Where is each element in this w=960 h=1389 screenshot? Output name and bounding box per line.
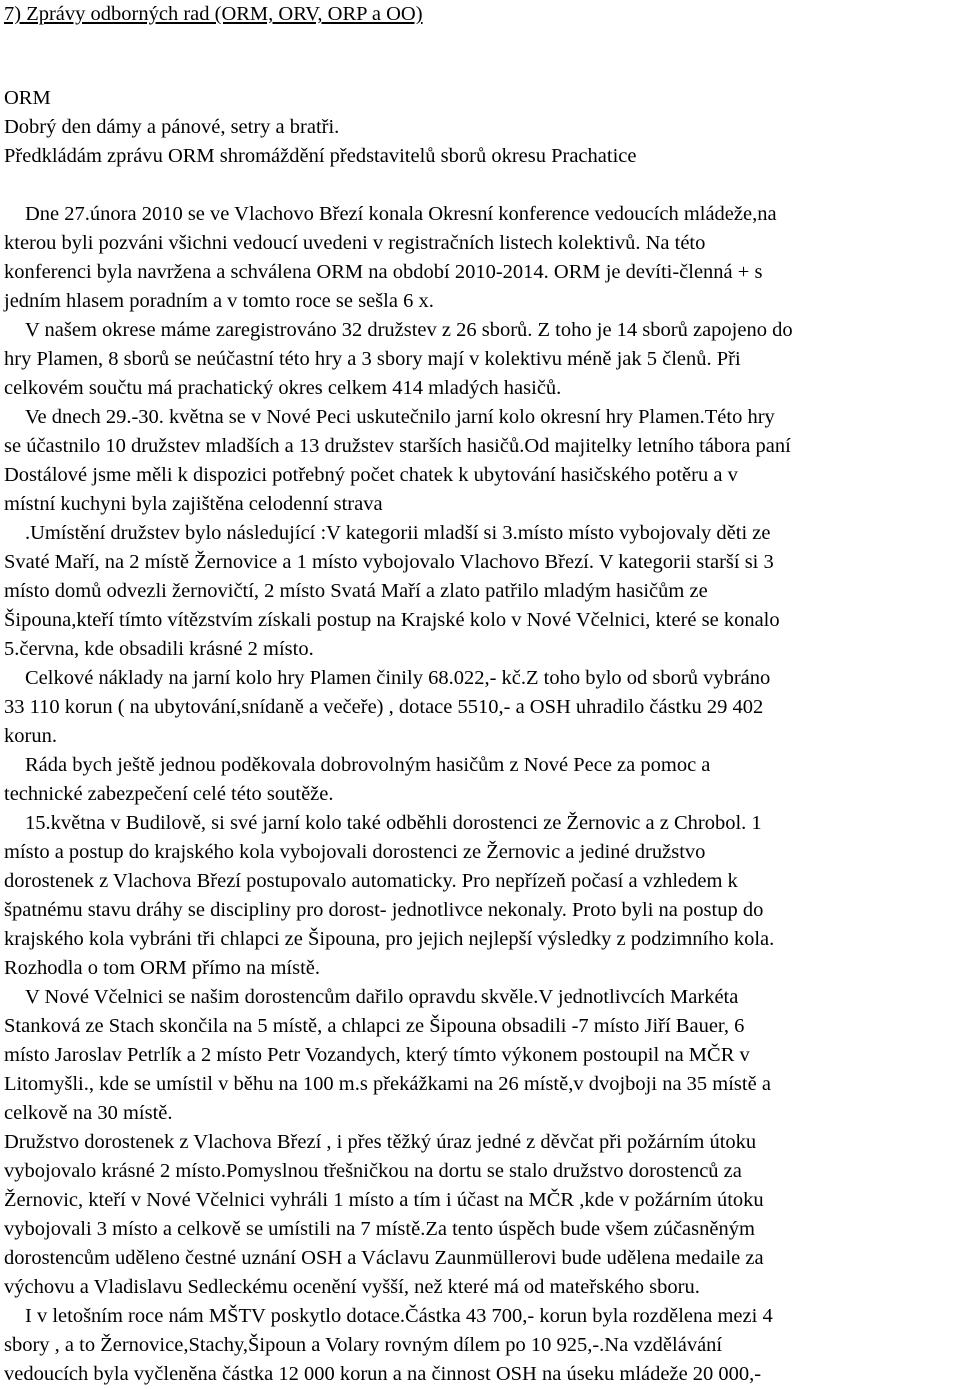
paragraph-line: .Umístění družstev bylo následující :V kategorii mladší si 3.místo místo vybojovaly děti ze	[25, 522, 771, 544]
paragraph-line: místo a postup do krajského kola vybojovali dorostenci ze Žernovic a jediné družstvo	[4, 841, 706, 863]
intro-line: Předkládám zprávu ORM shromáždění představitelů sborů okresu Prachatice	[4, 145, 637, 167]
paragraph-line: Šipouna,kteří tímto vítězstvím získali postup na Krajské kolo v Nové Včelnici, které se konalo	[4, 609, 780, 631]
paragraph-line: Žernovic, kteří v Nové Včelnici vyhráli 1 místo a tím i účast na MČR ,kde v požárním útoku	[4, 1189, 764, 1211]
paragraph-line: I v letošním roce nám MŠTV poskytlo dotace.Částka 43 700,- korun byla rozdělena mezi 4	[25, 1305, 773, 1327]
paragraph-line: vybojovali 3 místo a celkově se umístili na 7 místě.Za tento úspěch bude všem zúčasněným	[4, 1218, 755, 1240]
spacer	[4, 27, 960, 84]
paragraph-line: celkovém součtu má prachatický okres celkem 414 mladých hasičů.	[4, 377, 562, 399]
paragraph-line: Svaté Maří, na 2 místě Žernovice a 1 místo vybojovalo Vlachovo Březí. V kategorii starší si 3	[4, 551, 774, 573]
paragraph-line: se účastnilo 10 družstev mladších a 13 družstev starších hasičů.Od majitelky letního tábora paní	[4, 435, 791, 457]
section-title: ORM	[4, 87, 51, 109]
paragraph-line: kterou byli pozváni všichni vedoucí uvedeni v registračních listech kolektivů. Na této	[4, 232, 706, 254]
report-paragraph	[4, 983, 960, 1128]
paragraph-line: hry Plamen, 8 sborů se neúčastní této hry a 3 sbory mají v kolektivu méně jak 5 členů. Při	[4, 348, 741, 370]
paragraph-line: Litomyšli., kde se umístil v běhu na 100 m.s překážkami na 26 místě,v dvojboji na 35 místě a	[4, 1073, 771, 1095]
paragraph-line: Dne 27.února 2010 se ve Vlachovo Březí konala Okresní konference vedoucích mládeže,na	[25, 203, 777, 225]
paragraph-line: 33 110 korun ( na ubytování,snídaně a večeře) , dotace 5510,- a OSH uhradilo částku 29 402	[4, 696, 764, 718]
report-paragraph	[4, 200, 960, 316]
intro-block	[4, 113, 960, 171]
paragraph-line: V našem okrese máme zaregistrováno 32 družstev z 26 sborů. Z toho je 14 sborů zapojeno do	[25, 319, 793, 341]
paragraph-line: krajského kola vybráni tři chlapci ze Šipouna, pro jejich nejlepší výsledky z podzimního kola.	[4, 928, 775, 950]
report-paragraph	[4, 751, 960, 809]
paragraph-line: Družstvo dorostenek z Vlachova Březí , i přes těžký úraz jedné z děvčat při požárním útoku	[4, 1131, 757, 1153]
document-page	[4, 0, 960, 1385]
paragraph-line: V Nové Včelnici se našim dorostencům dařilo opravdu skvěle.V jednotlivcích Markéta	[25, 986, 739, 1008]
paragraph-line: vybojovalo krásné 2 místo.Pomyslnou třešničkou na dortu se stalo družstvo dorostenců za	[4, 1160, 742, 1182]
paragraph-line: celkově na 30 místě.	[4, 1102, 173, 1124]
paragraph-line: vedoucích byla vyčleněna částka 12 000 korun a na činnost OSH na úseku mládeže 20 000,-	[4, 1363, 762, 1385]
paragraph-line: 15.května v Budilově, si své jarní kolo také odběhli dorostenci ze Žernovic a z Chrobol. 1	[25, 812, 762, 834]
paragraph-line: místní kuchyni byla zajištěna celodenní strava	[4, 493, 383, 515]
report-paragraph	[4, 316, 960, 403]
report-paragraph	[4, 1128, 960, 1302]
paragraph-line: Ráda bych ještě jednou poděkovala dobrovolným hasičům z Nové Pece za pomoc a	[25, 754, 711, 776]
report-paragraph	[4, 664, 960, 751]
paragraph-line: Ve dnech 29.-30. května se v Nové Peci uskutečnilo jarní kolo okresní hry Plamen.Této hry	[25, 406, 775, 428]
paragraph-line: dorostenek z Vlachova Březí postupovalo automaticky. Pro nepřízeň počasí a vzhledem k	[4, 870, 738, 892]
paragraph-line: 5.června, kde obsadili krásné 2 místo.	[4, 638, 314, 660]
paragraph-line: Dostálové jsme měli k dispozici potřebný počet chatek k ubytování hasičského potěru a v	[4, 464, 738, 486]
paragraph-line: Celkové náklady na jarní kolo hry Plamen činily 68.022,- kč.Z toho bylo od sborů vybráno	[25, 667, 771, 689]
paragraph-line: sbory , a to Žernovice,Stachy,Šipoun a Volary rovným dílem po 10 925,-.Na vzdělávání	[4, 1334, 723, 1356]
paragraph-line: konferenci byla navržena a schválena ORM na období 2010-2014. ORM je devíti-členná + s	[4, 261, 763, 283]
paragraph-line: Rozhodla o tom ORM přímo na místě.	[4, 957, 321, 979]
report-paragraph	[4, 519, 960, 664]
report-body	[4, 200, 960, 1389]
paragraph-line: korun.	[4, 725, 57, 747]
report-paragraph	[4, 1302, 960, 1389]
paragraph-line: Stanková ze Stach skončila na 5 místě, a chlapci ze Šipouna obsadili -7 místo Jiří Bauer, 6	[4, 1015, 745, 1037]
paragraph-line: místo Jaroslav Petrlík a 2 místo Petr Vozandych, který tímto výkonem postoupil na MČR v	[4, 1044, 750, 1066]
report-paragraph	[4, 403, 960, 519]
intro-line: Dobrý den dámy a pánové, setry a bratři.	[4, 116, 340, 138]
report-paragraph	[4, 809, 960, 983]
spacer	[4, 171, 960, 200]
paragraph-line: dorostencům uděleno čestné uznání OSH a Václavu Zaunmüllerovi bude udělena medaile za	[4, 1247, 764, 1269]
paragraph-line: výchovu a Vladislavu Sedleckému ocenění vyšší, než které má od mateřského sboru.	[4, 1276, 700, 1298]
paragraph-line: místo domů odvezli žernovičtí, 2 místo Svatá Maří a zlato patřilo mladým hasičům ze	[4, 580, 708, 602]
document-heading: 7) Zprávy odborných rad (ORM, ORV, ORP a OO)	[4, 3, 423, 25]
paragraph-line: jedním hlasem poradním a v tomto roce se sešla 6 x.	[4, 290, 434, 312]
paragraph-line: technické zabezpečení celé této soutěže.	[4, 783, 334, 805]
paragraph-line: špatnému stavu dráhy se discipliny pro dorost- jednotlivce nekonaly. Proto byli na postup do	[4, 899, 764, 921]
